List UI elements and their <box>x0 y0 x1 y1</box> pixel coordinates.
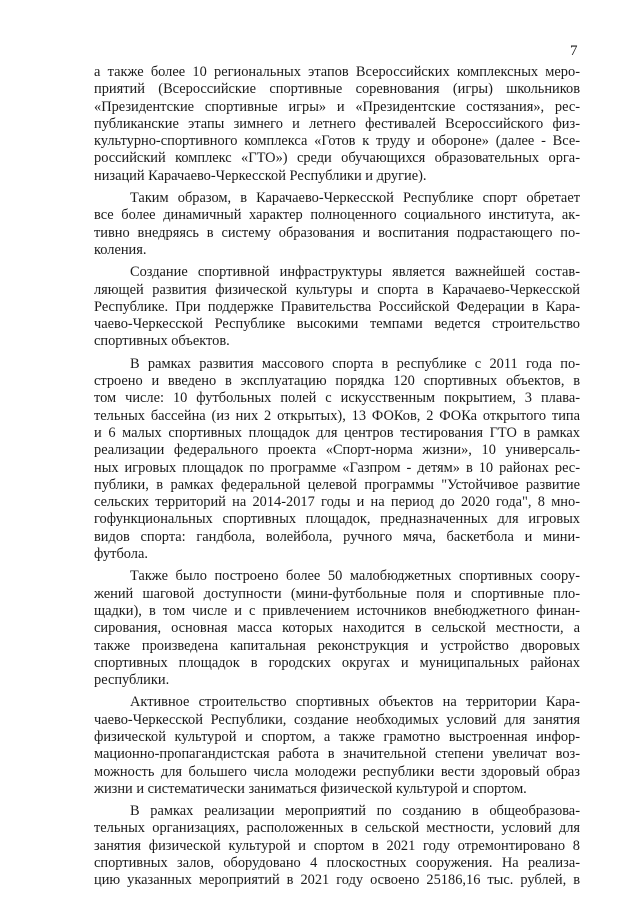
text-line: а также более 10 региональных этапов Всероссийских комплексных меро- <box>94 64 580 80</box>
text-line: сельских территорий на 2014-2017 годы и на период до 2020 года", 8 мно- <box>94 494 580 511</box>
text-line: тельных организациях, расположенных в сельской местности, условий для <box>94 820 580 837</box>
text-line: щадки), в том числе и с привлечением источников внебюджетного финан- <box>94 602 580 619</box>
text-line: видов спорта: гандбола, волейбола, ручного мяча, баскетбола и мини- <box>94 528 580 545</box>
text-line: ных игровых площадок по программе «Газпром - детям» в 10 районах рес- <box>94 459 580 476</box>
text-line: низаций Карачаево-Черкесской Республики и другие). <box>94 167 427 184</box>
text-line: спортивных площадок в городских округах и муниципальных районах <box>94 654 580 671</box>
text-line: гофункциональных спортивных площадок, предназначенных для игровых <box>94 511 580 528</box>
text-line: том числе: 10 футбольных полей с искусственным покрытием, 3 плава- <box>94 390 580 407</box>
page-number: 7 <box>570 43 578 59</box>
text-line: занятия физической культурой и спортом в 2021 году отремонтировано 8 <box>94 837 580 854</box>
paragraph <box>94 64 580 185</box>
text-line: жизни и систематически заниматься физической культурой и спортом. <box>94 780 527 797</box>
paragraph <box>94 356 580 564</box>
text-line: В рамках развития массового спорта в республике с 2011 года по- <box>130 355 580 372</box>
paragraph <box>94 803 580 889</box>
text-line: публики, в рамках федеральной целевой программы "Устойчивое развитие <box>94 476 580 493</box>
text-line: мационно-пропагандистская работа в значительной степени увеличат воз- <box>94 746 580 763</box>
text-line: тельных бассейна (из них 2 открытых), 13 ФОКов, 2 ФОКа открытого типа <box>94 407 580 424</box>
text-line: республики. <box>94 672 170 689</box>
text-line: спортивных объектов. <box>94 333 230 350</box>
text-line: все более динамичный характер полноценного социального института, ак- <box>94 207 580 224</box>
body-text <box>94 64 580 890</box>
paragraph <box>94 190 580 259</box>
text-line: жений шаговой доступности (мини-футбольные поля и спортивные пло- <box>94 585 580 602</box>
text-line: публиканские этапы зимнего и летнего фестивалей Всероссийского физ- <box>94 115 580 132</box>
text-line: строено и введено в эксплуатацию порядка 120 спортивных объектов, в <box>94 373 580 390</box>
text-line: также произведена капитальная реконструкция и устройство дворовых <box>94 637 580 654</box>
text-line: ляющей развития физической культуры и спорта в Карачаево-Черкесской <box>94 281 580 298</box>
text-line: культурно-спортивного комплекса «Готов к труду и обороне» (далее - Все- <box>94 133 580 150</box>
text-line: физической культурой и спортом, а также грамотно выстроенная инфор- <box>94 728 580 745</box>
paragraph <box>94 264 580 350</box>
text-line: футбола. <box>94 546 148 563</box>
text-line: Создание спортивной инфраструктуры является важнейшей состав- <box>130 264 580 281</box>
text-line: можность для большего числа молодежи республики вести здоровый образ <box>94 763 580 780</box>
text-line: и 6 малых спортивных площадок для центров тестирования ГТО в рамках <box>94 424 580 441</box>
text-line: Также было построено более 50 малобюджетных спортивных соору- <box>130 568 580 585</box>
text-line: чаево-Черкесской Республике высокими темпами ведется строительство <box>94 316 580 333</box>
text-line: цию указанных мероприятий в 2021 году освоено 25186,16 тыс. рублей, в <box>94 872 580 889</box>
paragraph <box>94 694 580 798</box>
text-line: чаево-Черкесской Республики, создание необходимых условий для занятия <box>94 711 580 728</box>
text-line: российский комплекс «ГТО») среди обучающихся образовательных орга- <box>94 150 580 167</box>
text-line: Таким образом, в Карачаево-Черкесской Республике спорт обретает <box>130 190 580 207</box>
text-line: спортивных залов, оборудовано 4 плоскостных сооружения. На реализа- <box>94 855 580 872</box>
text-line: коления. <box>94 241 147 258</box>
text-line: Республике. При поддержке Правительства Российской Федерации в Кара- <box>94 298 580 315</box>
text-line: «Президентские спортивные игры» и «Президентские состязания», рес- <box>94 98 580 115</box>
text-line: сирования, основная масса которых находится в сельской местности, а <box>94 620 580 637</box>
paragraph <box>94 568 580 689</box>
text-line: приятий (Всероссийские спортивные соревнования (игры) школьников <box>94 81 580 98</box>
text-line: Активное строительство спортивных объектов на территории Кара- <box>130 694 580 711</box>
text-line: В рамках реализации мероприятий по созданию в общеобразова- <box>130 803 580 820</box>
text-line: тивно внедряясь в систему образования и воспитания подрастающего по- <box>94 224 580 241</box>
text-line: реализации федерального проекта «Спорт-норма жизни», 10 универсаль- <box>94 442 580 459</box>
